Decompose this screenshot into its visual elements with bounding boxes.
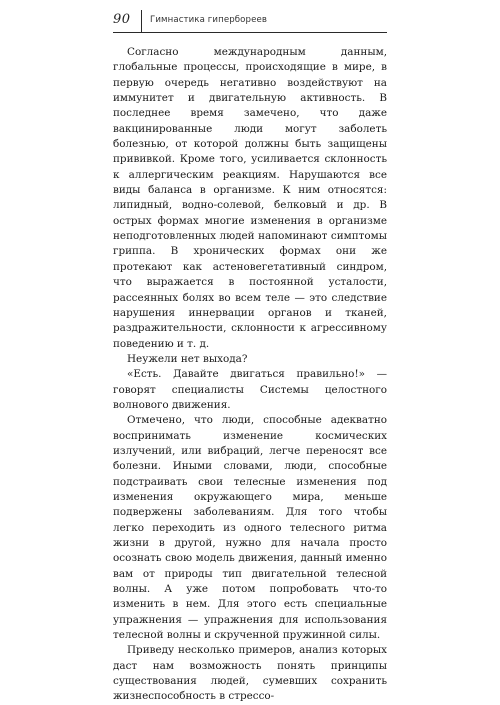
running-header [113,10,387,33]
paragraph-examples: Приведу несколько примеров, анализ которых даст нам возможность понять принципы существования людей, сумевших сохранить жизнеспособность в стрессо- [113,644,387,703]
header-divider [141,10,142,32]
page-number: 90 [113,12,131,27]
paragraph-global-processes: Согласно международным данным, глобальные процессы, происходящие в мире, в первую очередь негативно воздействуют на иммунитет и двигательную активность. В последнее время замечено, что даже вакцинированные люди могут заболеть болезнью, от которой должны быть защищены прививкой. Кроме того, усиливается склонность к аллергическим реакциям. Нарушаются все виды баланса в организме. К ним относятся: липидный, водно-солевой, белковый и др. В острых формах многие изменения в организме неподготовленных людей напоминают симптомы гриппа. В хронических формах они же протекают как астеновегетативный синдром, что выражается в постоянной усталости, рассеянных болях во всем теле — это следствие нарушения иннервации органов и тканей, раздражительности, склонности к агрессивному поведению и т. д. [113,46,387,350]
paragraph-observation: Отмечено, что люди, способные адекватно воспринимать изменение космических излучений, или вибраций, легче переносят все болезни. Иными словами, люди, способные подстраивать свои телесные изменения под изменения окружающего мира, меньше подвержены заболеваниям. Для того чтобы легко переходить из одного телесного ритма жизни в другой, нужно для начала просто осознать свою модель движения, данный именно вам от природы тип двигательной телесной волны. А уже потом попробовать что-то изменить в нем. Для этого есть специальные упражнения — упражнения для использования телесной волны и скрученной пружинной силы. [113,414,387,642]
body-text [113,45,387,705]
paragraph-quote: «Есть. Давайте двигаться правильно!» — говорят специалисты Системы целостного волнового движения. [113,368,387,411]
paragraph-question: Неужели нет выхода? [127,352,248,365]
running-title: Гимнастика гипербореев [150,15,268,25]
